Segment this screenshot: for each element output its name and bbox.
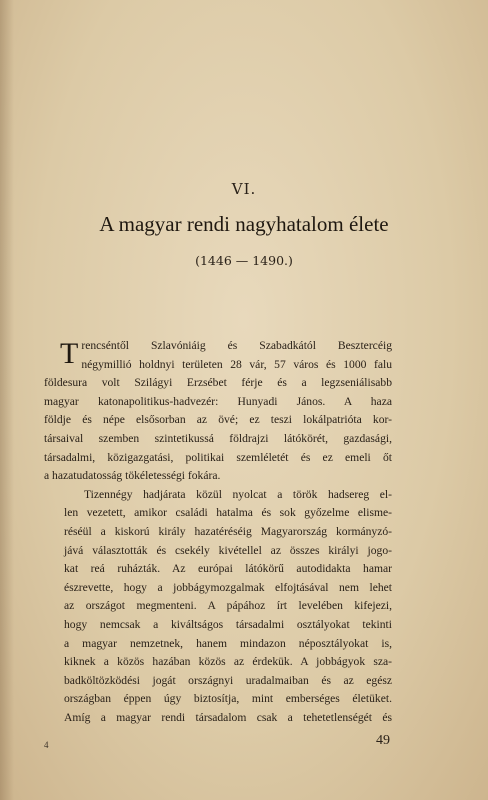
paragraph <box>44 337 392 486</box>
text-line: rencséntől Szlavóniáig és Szabadkától Besztercéig <box>81 339 392 352</box>
text-line: hogy nemcsak a kiváltságos társadalmi osztályokat tekinti <box>64 617 392 631</box>
text-line: a hazatudatosság tökéletességi fokára. <box>44 469 221 483</box>
text-line: Tizennégy hadjárata közül nyolcat a török hadsereg el- <box>84 487 392 501</box>
text-line: észrevette, hogy a jobbágymozgalmak elfojtásával nem lehet <box>64 580 392 594</box>
text-line: országban éppen úgy biztosítja, mint emberséges életüket. <box>64 692 392 706</box>
chapter-number: VI. <box>231 180 257 198</box>
signature-mark: 4 <box>44 740 49 750</box>
text-line: a magyar nemzetnek, hanem mindazon néposztályokat is, <box>64 636 392 650</box>
body-text <box>44 337 392 727</box>
page-edge-shadow <box>0 0 14 800</box>
chapter-years: (1446 — 1490.) <box>195 253 293 268</box>
text-line: az országot megmenteni. A pápához írt levelében kifejezi, <box>64 599 392 613</box>
chapter-title: A magyar rendi nagyhatalom élete <box>99 212 389 236</box>
text-line: badköltözködési jogát országnyi uradalmaiban és az egész <box>64 673 392 687</box>
text-line: jává választották és csekély kivétellel az összes királyi jogo- <box>64 543 392 557</box>
text-line: négymillió holdnyi területen 28 vár, 57 város és 1000 falu <box>81 357 392 371</box>
text-line: társaival szemben szintetikussá földrajzi látókörét, gazdasági, <box>44 431 392 445</box>
page-number: 49 <box>376 733 390 748</box>
text-line: társadalmi, közigazgatási, politikai szemléletét és ez emeli őt <box>44 450 392 464</box>
text-line: magyar katonapolitikus-hadvezér: Hunyadi János. A haza <box>44 394 392 408</box>
text-line: kiknek a közös hazában közös az érdekük. A jobbágyok sza- <box>64 655 392 669</box>
text-line: len vezetett, amikor családi hatalma és sok győzelme elisme- <box>64 506 392 520</box>
text-line: Amíg a magyar rendi társadalom csak a tehetetlenségét és <box>64 710 392 724</box>
drop-cap: T <box>60 337 79 370</box>
text-line: kat reá ruházták. Az európai látókörű autodidakta hamar <box>64 562 392 576</box>
paragraph <box>44 486 392 728</box>
text-line: földesura volt Szilágyi Erzsébet férje és a legzseniálisabb <box>44 376 392 390</box>
text-line: réséül a kiskorú király hazatéréséig Magyarország kormányzó- <box>64 524 392 538</box>
text-line: földje és népe elsősorban az övé; ez teszi lokálpatrióta kor- <box>44 413 392 427</box>
